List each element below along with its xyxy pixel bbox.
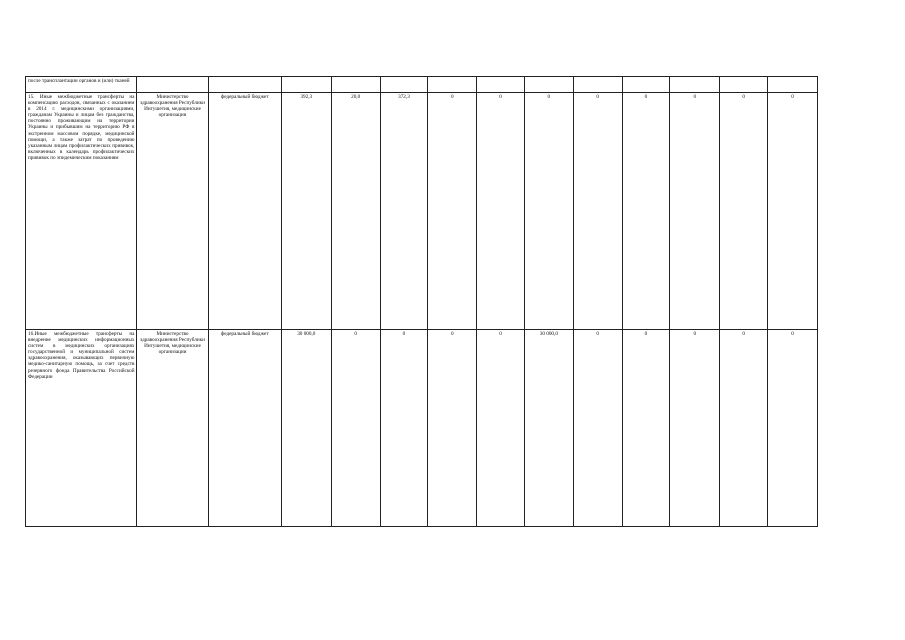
table-row — [26, 330, 818, 527]
row-value: 0 — [573, 330, 622, 527]
row-value: 0 — [622, 93, 670, 330]
row-value — [428, 77, 477, 93]
row-value: 0 — [477, 93, 525, 330]
row-value — [281, 77, 331, 93]
row-value: 392,3 — [281, 93, 331, 330]
row-value: 0 — [670, 330, 720, 527]
row-value: 0 — [524, 93, 573, 330]
row-value: 0 — [380, 330, 428, 527]
row-value — [573, 77, 622, 93]
row-value — [720, 77, 768, 93]
row-description: 16.Иные межбюджетные трансферты на внедрение медицинских информационных систем в медицинских организациях государственной и муниципальной систем здравоохранения, оказывающих первичную медико-санитарную помощь, за счет средств резервного фонда Правительства Российской Федерации — [26, 330, 137, 527]
table-row — [26, 77, 818, 93]
row-value: 372,3 — [380, 93, 428, 330]
row-executor: Министерство здравоохранения Республики Ингушетия, медицинские организации — [137, 93, 208, 330]
row-value — [768, 77, 818, 93]
row-value: 20,0 — [331, 93, 380, 330]
row-value — [670, 77, 720, 93]
row-value — [331, 77, 380, 93]
row-description: после трансплантации органов и (или) тканей — [26, 77, 137, 93]
table-row — [26, 93, 818, 330]
row-value: 0 — [670, 93, 720, 330]
row-executor — [137, 77, 208, 93]
row-value: 0 — [720, 330, 768, 527]
row-description: 15. Иные межбюджетные трансферты на компенсацию расходов, связанных с оказанием в 2014 г. медицинскими организациями, гражданам Украины и лицам без гражданства, постоянно проживающим на территории Украины и прибывшим на территорию РФ в экстренном массовом порядке, медицинской помощи, а также затрат по проведению указанным лицам профилактических прививок, включенных в календарь профилактических прививок по эпидемическим показаниям — [26, 93, 137, 330]
row-value: 0 — [331, 330, 380, 527]
row-value: 0 — [477, 330, 525, 527]
row-value: 0 — [768, 330, 818, 527]
row-value: 0 — [622, 330, 670, 527]
program-table — [25, 76, 818, 527]
row-value — [477, 77, 525, 93]
row-source: федеральный бюджет — [208, 330, 281, 527]
row-source — [208, 77, 281, 93]
row-value — [622, 77, 670, 93]
row-value: 0 — [768, 93, 818, 330]
row-executor: Министерство здравоохранения Республики Ингушетия, медицинские организации — [137, 330, 208, 527]
row-value: 0 — [428, 93, 477, 330]
row-value: 0 — [573, 93, 622, 330]
row-value — [380, 77, 428, 93]
row-source: федеральный бюджет — [208, 93, 281, 330]
row-value: 30 000,0 — [524, 330, 573, 527]
row-value: 0 — [720, 93, 768, 330]
row-value: 30 000,0 — [281, 330, 331, 527]
row-value — [524, 77, 573, 93]
row-value: 0 — [428, 330, 477, 527]
